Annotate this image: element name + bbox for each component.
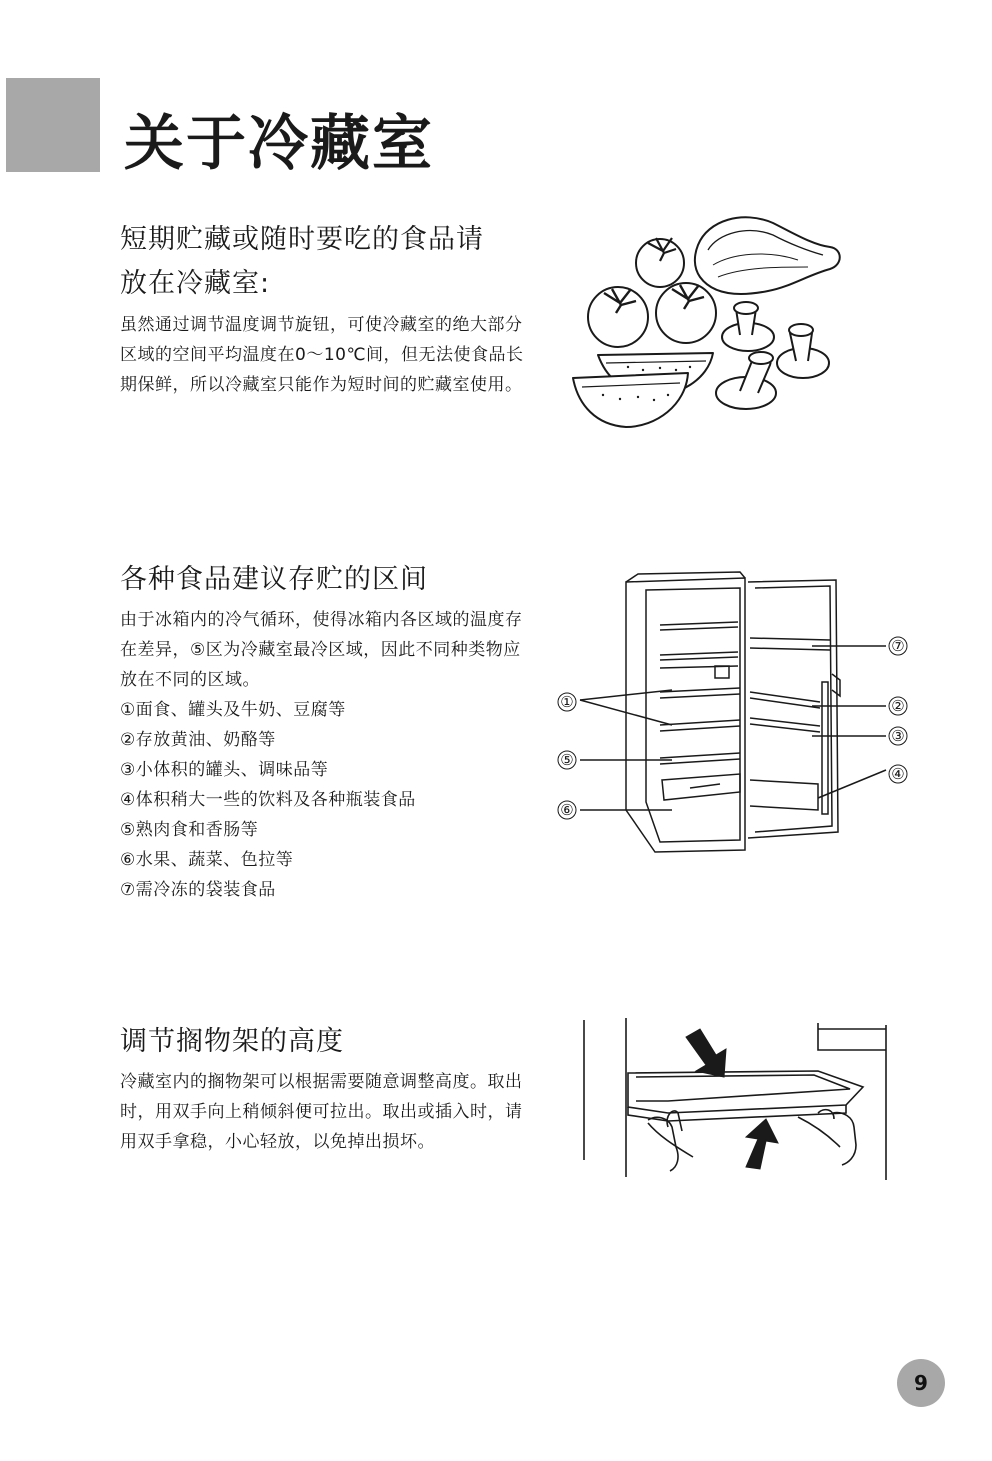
list-item: ①面食、罐头及牛奶、豆腐等 (120, 700, 346, 720)
callout-1: ① (560, 693, 574, 711)
callout-6: ⑥ (560, 801, 574, 819)
section1-heading-line2: 放在冷藏室: (120, 268, 271, 299)
page-number: 9 (897, 1359, 945, 1407)
food-illustration (568, 205, 848, 435)
section2-body: 由于冰箱内的冷气循环，使得冰箱内各区域的温度存在差异，⑤区为冷藏室最冷区域，因此不同种类物应放在不同的区域。 (120, 610, 523, 690)
list-item: ⑦需冷冻的袋装食品 (120, 880, 276, 900)
callout-3: ③ (891, 727, 905, 745)
shelf-adjust-illustration (578, 1015, 890, 1185)
zone-list (120, 695, 416, 905)
callout-2: ② (891, 697, 905, 715)
section-tab-marker (6, 78, 100, 172)
callout-7: ⑦ (891, 637, 905, 655)
tomato-icon (656, 283, 716, 343)
callout-4: ④ (891, 765, 905, 783)
list-item: ④体积稍大一些的饮料及各种瓶装食品 (120, 790, 416, 810)
tomato-icon (588, 287, 648, 347)
fridge-zone-diagram (550, 570, 920, 860)
section2-heading: 各种食品建议存贮的区间 (120, 564, 428, 595)
section1-heading-line1: 短期贮藏或随时要吃的食品请 (120, 224, 484, 255)
list-item: ②存放黄油、奶酪等 (120, 730, 276, 750)
page-title: 关于冷藏室 (124, 109, 434, 179)
list-item: ⑥水果、蔬菜、色拉等 (120, 850, 294, 870)
callout-5: ⑤ (560, 751, 574, 769)
list-item: ⑤熟肉食和香肠等 (120, 820, 259, 840)
section3-heading: 调节搁物架的高度 (120, 1026, 344, 1057)
section3-body: 冷藏室内的搁物架可以根据需要随意调整高度。取出时，用双手向上稍倾斜便可拉出。取出或插入时，请用双手拿稳，小心轻放，以免掉出损坏。 (120, 1072, 523, 1152)
list-item: ③小体积的罐头、调味品等 (120, 760, 329, 780)
section1-body: 虽然通过调节温度调节旋钮，可使冷藏室的绝大部分区域的空间平均温度在0～10℃间，但无法使食品长期保鲜，所以冷藏室只能作为短时间的贮藏室使用。 (120, 315, 524, 395)
